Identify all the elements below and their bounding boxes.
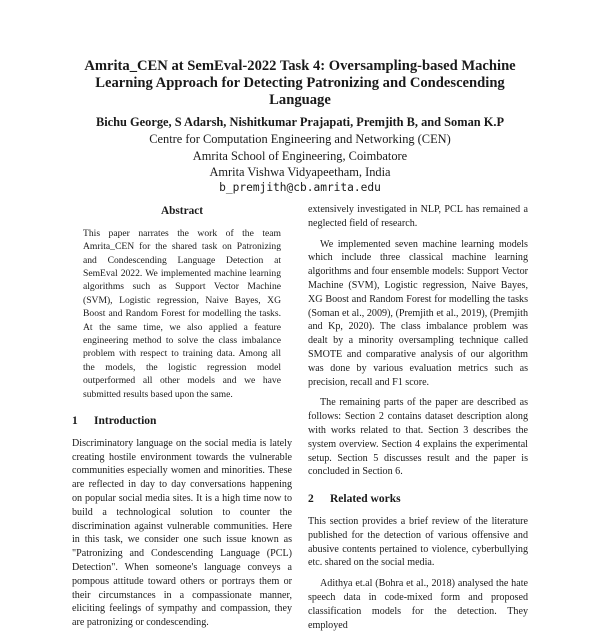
abstract-body: This paper narrates the work of the team Amrita_CEN for the shared task on Patronizing and Condescending Language Detection at SemEval 2022. We implemented machine learning algorithms such as Support Vector Machine (SVM), Logistic regression, Naive Bayes, XG Boost and Random Forest for modelling the tasks. At the same time, we also applied a feature engineering method to solve the class imbalance problem with respect to training data. Among all the models, the logistic regression model outperformed all other models and we have submitted results based upon the same. [83, 227, 281, 400]
affiliation-centre: Centre for Computation Engineering and Networking (CEN) [149, 132, 451, 146]
related-works-number: 2 [308, 493, 314, 506]
title-line-1: Amrita_CEN at SemEval-2022 Task 4: Oversampling-based Machine [84, 58, 516, 74]
introduction-number: 1 [72, 415, 78, 428]
related-works-heading [308, 493, 528, 507]
right-column [308, 203, 528, 632]
introduction-paragraph: Discriminatory language on the social media is lately creating hostile environment towards the vulnerable communities especially women and minorities. These are reflected in day to day conversations happening on popular social media sites. It is a high time now to build a technological solution to counter the discrimination against vulnerable communities. Here in this task, we consider one such issue known as "Patronizing and Condescending Language (PCL) Detection". When someone's language conveys a pompous attitude toward others or portrays them or their circumstances in a compassionate manner, eliciting feelings of sympathy and compassion, they are patronizing or condescending. [72, 437, 292, 629]
continuation-paragraph: extensively investigated in NLP, PCL has remained a neglected field of research. [308, 204, 528, 229]
affiliation-school: Amrita School of Engineering, Coimbatore [192, 149, 408, 163]
related-works-paragraph: This section provides a brief review of the literature published for the detection of various offensive and abusive contents pertained to violence, cyberbullying etc. shared on the social media. [308, 515, 528, 569]
paper-title [60, 58, 540, 109]
related-works-title: Related works [330, 493, 401, 506]
outline-paragraph: The remaining parts of the paper are described as follows: Section 2 contains dataset description along with works related to that. Section 3 describes the system overview. Section 4 explains the experimental setup. Section 5 discusses result and the paper is concluded in Section 6. [308, 397, 528, 478]
related-works-paragraph-2: Adithya et.al (Bohra et al., 2018) analysed the hate speech data in code-mixed form and proposed classification models for the detection. They employed [308, 578, 528, 631]
left-column [72, 203, 292, 630]
models-paragraph: We implemented seven machine learning models which include three classical machine learning algorithms and four ensemble models: Support Vector Machine (SVM), Logistic regression, Naive Bayes, XG Boost and Random Forest for modelling the tasks (Soman et al., 2009), (Premjith et al., 2019), (Premjith and Kp, 2020). The class imbalance problem was dealt by a minority oversampling technique called SMOTE and comparative analysis of our algorithm was done by various evaluation metrics such as precision, recall and F1 score. [308, 238, 528, 388]
title-line-2: Learning Approach for Detecting Patronizing and Condescending [95, 75, 505, 91]
title-line-3: Language [269, 92, 331, 108]
author-email[interactable]: b_premjith@cb.amrita.edu [219, 181, 381, 194]
abstract-heading: Abstract [160, 205, 204, 217]
introduction-title: Introduction [94, 415, 157, 428]
affiliation-university: Amrita Vishwa Vidyapeetham, India [209, 165, 391, 179]
introduction-heading [72, 415, 292, 429]
author-list: Bichu George, S Adarsh, Nishitkumar Prajapati, Premjith B, and Soman K.P [95, 115, 505, 129]
